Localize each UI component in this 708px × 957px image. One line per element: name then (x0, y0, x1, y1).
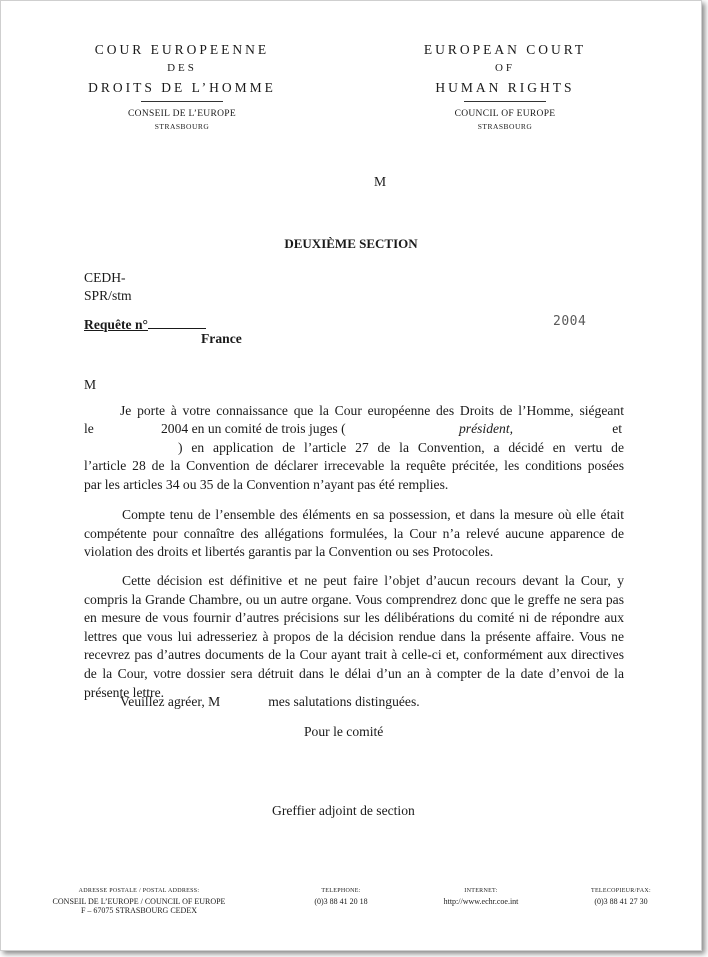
closing-line (120, 694, 420, 710)
reference-line2: SPR/stm (84, 288, 132, 303)
paragraph-1-line-2-president: président, (459, 421, 513, 437)
footer-fax (573, 887, 669, 906)
footer-postal-label: ADRESSE POSTALE / POSTAL ADDRESS: (78, 888, 200, 894)
committee-line: Pour le comité (304, 724, 384, 739)
request-country: France (201, 331, 242, 346)
paragraph-1-line-3-a: ) en application de l’article 27 de la Convention, a décidé en vertu de (178, 439, 624, 455)
footer-postal (29, 887, 249, 916)
paragraph-3: Cette décision est définitive et ne peut faire l’objet d’aucun recours devant la Cour, y compris la Grande Chambre, ou un autre organe. Vous comprendrez donc que le greffe ne sera pas en mesure de vous fournir d’autres précisions sur les délibérations du comité ni de répondre aux lettres que vous lui adresseriez à propos de la décision rendue dans la présente affaire. Vous ne recevrez pas d’autres documents de la Cour ayant trait à celle-ci et, conformément aux directives de la Cour, votre dossier sera détruit dans le délai d’un an à compter de la date d’envoi de la présente lettre. (84, 573, 624, 700)
footer-internet-label: INTERNET: (464, 888, 498, 894)
header-left (62, 40, 302, 133)
salutation: M (84, 377, 97, 392)
year-stamp: 2004 (553, 314, 587, 329)
reference-block (84, 269, 132, 305)
header-right-divider (464, 101, 546, 102)
court-name-en-line2: OF (494, 62, 516, 74)
paragraph-1-line-1: Je porte à votre connaissance que la Cour européenne des Droits de l’Homme, siégeant (120, 403, 624, 418)
council-name-fr: CONSEIL DE L’EUROPE (128, 109, 236, 119)
paragraph-1-line-2 (84, 420, 624, 438)
footer-postal-line1: CONSEIL DE L’EUROPE / COUNCIL OF EUROPE (52, 896, 226, 906)
footer-internet-value[interactable]: http://www.echr.coe.int (443, 896, 519, 906)
footer-fax-label: TELECOPIEUR/FAX: (590, 888, 652, 894)
paragraph-2: Compte tenu de l’ensemble des éléments en sa possession, et dans la mesure où elle était compétente pour connaître des allégations formulées, la Cour n’a relevé aucune apparence de violation des droits et libertés garantis par la Convention ou ses Protocoles. (84, 507, 624, 560)
city-en: STRASBOURG (477, 122, 533, 131)
footer-fax-value: (0)3 88 41 27 30 (594, 896, 648, 906)
request-number-row (84, 315, 206, 333)
council-name-en: COUNCIL OF EUROPE (454, 109, 556, 119)
paragraph-1-line-2-a: le (84, 421, 94, 437)
reference-line1: CEDH- (84, 270, 126, 285)
signatory-title: Greffier adjoint de section (272, 803, 415, 818)
court-name-en-line1: EUROPEAN COURT (423, 42, 587, 57)
footer-phone (301, 887, 381, 906)
court-name-fr-line2: DES (167, 62, 197, 74)
paragraph-1-line-4: l’article 28 de la Convention de déclarer irrecevable la requête précitée, les conditions posées (84, 458, 624, 474)
court-name-fr-line3: DROITS DE L’HOMME (88, 80, 276, 95)
city-fr: STRASBOURG (154, 122, 210, 131)
request-number-blank (148, 315, 206, 329)
court-name-fr-line1: COUR EUROPEENNE (94, 42, 270, 57)
footer-phone-label: TELEPHONE: (321, 888, 361, 894)
closing-part-1: Veuillez agréer, M (120, 694, 221, 709)
paragraph-1-line-5: par les articles 34 ou 35 de la Convention n’ayant pas été remplies. (84, 476, 449, 492)
paragraph-1-line-2-d: et (612, 421, 622, 437)
header-right (385, 40, 625, 133)
footer-phone-value: (0)3 88 41 20 18 (314, 896, 368, 906)
request-label: Requête n° (84, 317, 148, 332)
footer-postal-line2: F – 67075 STRASBOURG CEDEX (80, 906, 197, 915)
paragraph-1 (84, 402, 624, 494)
paragraph-1-line-3 (84, 439, 624, 457)
footer-internet (425, 887, 537, 906)
header-left-divider (141, 101, 223, 102)
court-name-en-line3: HUMAN RIGHTS (435, 80, 575, 95)
paragraph-1-line-2-b: 2004 en un comité de trois juges ( (161, 421, 346, 437)
addressee-initial: M (374, 174, 387, 189)
section-title: DEUXIÈME SECTION (284, 236, 418, 251)
closing-part-2: mes salutations distinguées. (268, 694, 420, 709)
